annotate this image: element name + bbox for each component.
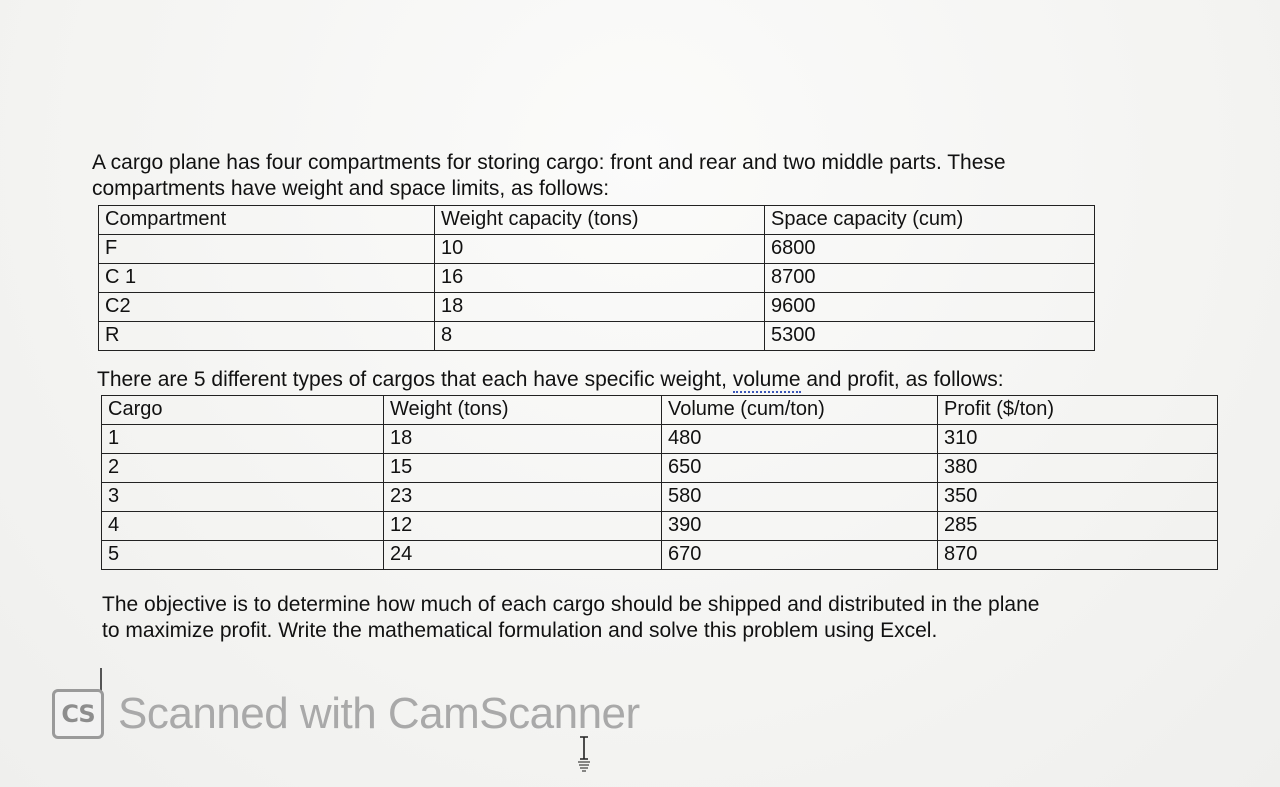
header-cell: Compartment [99,206,435,235]
cargo-intro-paragraph [97,367,1097,393]
table-cell: 350 [938,483,1218,512]
table-cell: 6800 [765,235,1095,264]
table-cell: 18 [384,425,662,454]
table-cell: 8700 [765,264,1095,293]
table-header-row [99,206,1095,235]
table-cell: 3 [102,483,384,512]
table-cell: 23 [384,483,662,512]
table-cell: 2 [102,454,384,483]
table-row [102,512,1218,541]
table-cell: 670 [662,541,938,570]
intro-line-2: compartments have weight and space limits, as follows: [92,177,610,200]
table-row [102,425,1218,454]
table-cell: 650 [662,454,938,483]
table-cell: F [99,235,435,264]
table-cell: C 1 [99,264,435,293]
table-row [102,454,1218,483]
table-row [99,293,1095,322]
table-cell: 18 [435,293,765,322]
table-cell: 285 [938,512,1218,541]
header-cell: Cargo [102,396,384,425]
table-cell: 310 [938,425,1218,454]
table-cell: 10 [435,235,765,264]
intro-line-1: A cargo plane has four compartments for storing cargo: front and rear and two middle parts. These [92,151,1006,174]
table-header-row [102,396,1218,425]
table-row [99,322,1095,351]
watermark-text: Scanned with CamScanner [118,689,640,738]
table-cell: 580 [662,483,938,512]
table-cell: 8 [435,322,765,351]
table-cell: C2 [99,293,435,322]
cargo-intro-after: and profit, as follows: [800,368,1004,391]
header-cell: Weight (tons) [384,396,662,425]
table-cell: 390 [662,512,938,541]
table-row [99,264,1095,293]
table-cell: 24 [384,541,662,570]
table-cell: 16 [435,264,765,293]
table-row [99,235,1095,264]
table-cell: 480 [662,425,938,454]
table-cell: 5300 [765,322,1095,351]
table-cell: 870 [938,541,1218,570]
objective-line-1: The objective is to determine how much of each cargo should be shipped and distributed in the plane [102,593,1040,616]
cargo-table [101,395,1218,570]
objective-line-2: to maximize profit. Write the mathematical formulation and solve this problem using Excel. [102,619,938,642]
header-cell: Profit ($/ton) [938,396,1218,425]
cargo-intro-before: There are 5 different types of cargos that each have specific weight, [97,368,733,391]
table-cell: 380 [938,454,1218,483]
text-cursor-icon [577,736,591,772]
header-cell: Space capacity (cum) [765,206,1095,235]
intro-paragraph [92,150,1092,202]
camscanner-watermark [52,685,640,743]
table-cell: 1 [102,425,384,454]
spellcheck-underlined-word: volume [732,368,801,391]
table-cell: 5 [102,541,384,570]
objective-paragraph [102,592,1142,644]
table-cell: 15 [384,454,662,483]
table-row [102,483,1218,512]
header-cell: Volume (cum/ton) [662,396,938,425]
header-cell: Weight capacity (tons) [435,206,765,235]
table-row [102,541,1218,570]
camscanner-logo-icon: CS [52,689,104,739]
table-cell: 12 [384,512,662,541]
table-cell: R [99,322,435,351]
compartments-table [98,205,1095,351]
table-cell: 9600 [765,293,1095,322]
table-cell: 4 [102,512,384,541]
